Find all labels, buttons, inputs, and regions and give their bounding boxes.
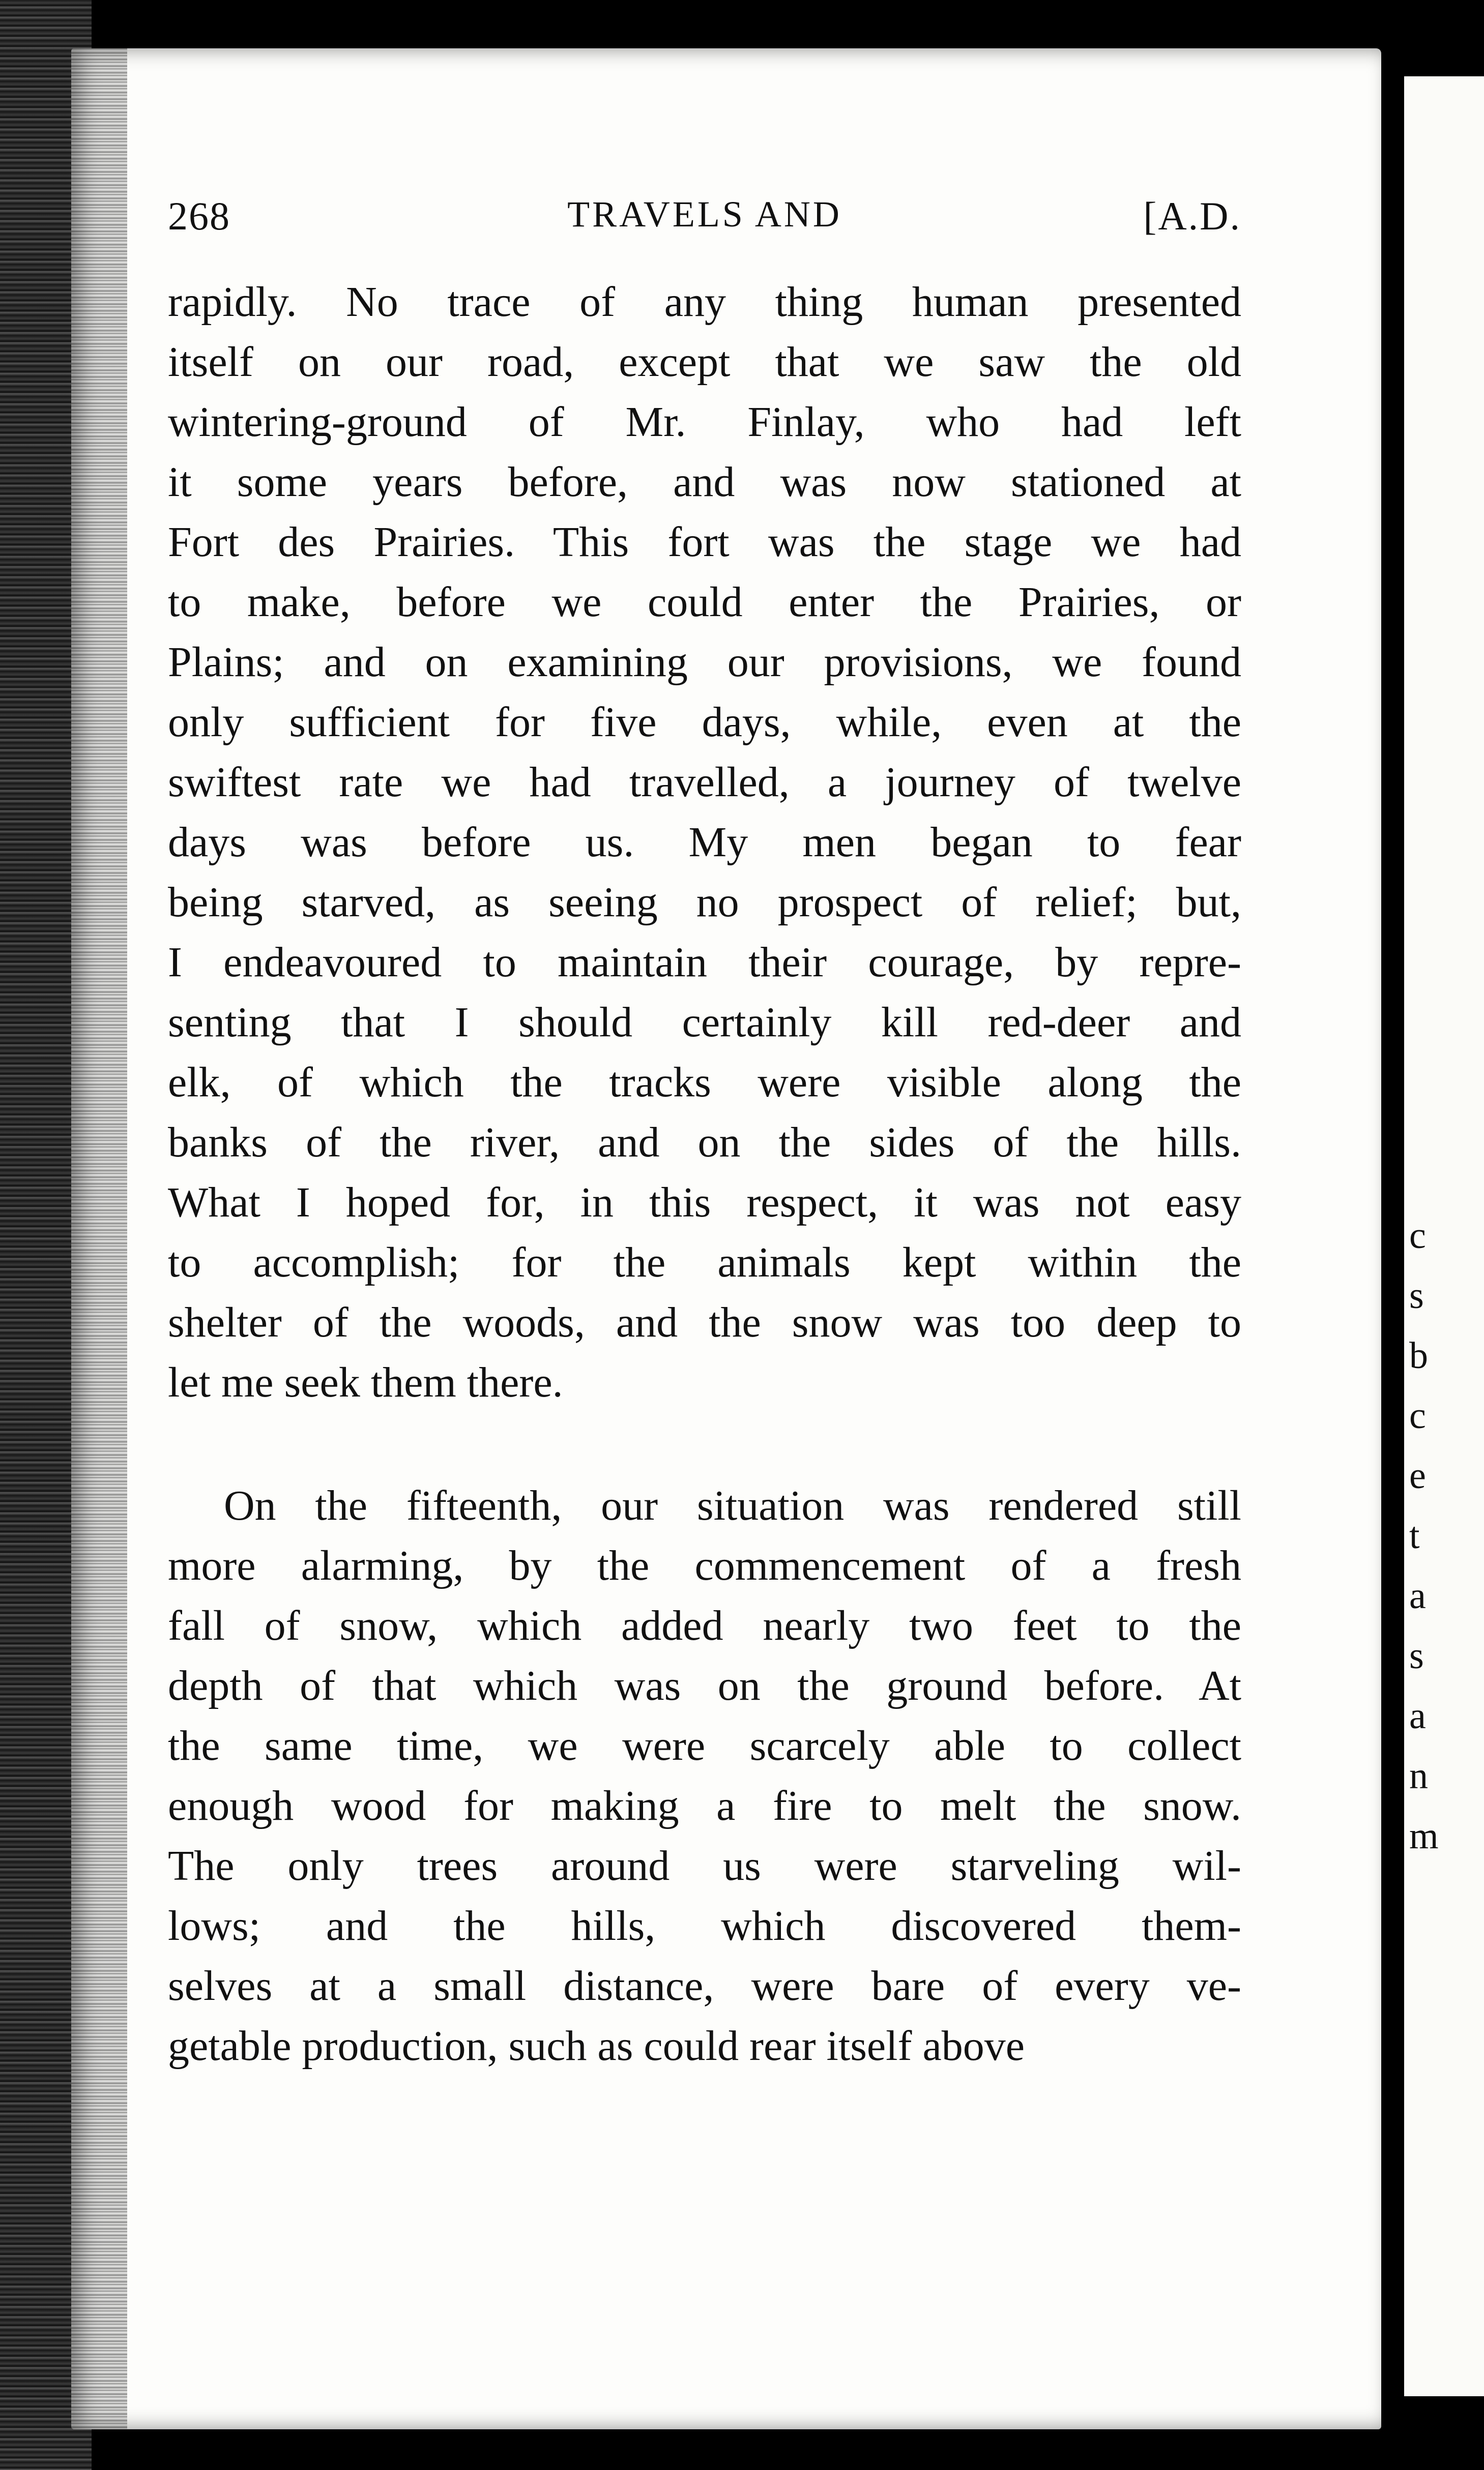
text-line: it some years before, and was now stationed at	[168, 458, 1241, 506]
text-line: banks of the river, and on the sides of the hills.	[168, 1119, 1241, 1166]
running-header	[168, 193, 1241, 254]
text-line: wintering-ground of Mr. Finlay, who had left	[168, 398, 1241, 446]
facing-page-letter: s	[1409, 1635, 1424, 1677]
facing-page-edge	[1404, 76, 1484, 2396]
facing-page-letter: b	[1409, 1335, 1428, 1377]
text-line: Plains; and on examining our provisions, we found	[168, 638, 1241, 686]
facing-page-letter: c	[1409, 1215, 1426, 1257]
text-line: I endeavoured to maintain their courage, by repre-	[168, 939, 1241, 986]
text-line: itself on our road, except that we saw the old	[168, 338, 1241, 386]
text-line: lows; and the hills, which discovered them-	[168, 1902, 1241, 1950]
text-line: enough wood for making a fire to melt the snow.	[168, 1782, 1241, 1829]
facing-page-letter: e	[1409, 1455, 1426, 1497]
running-date: [A.D.	[1143, 194, 1241, 238]
text-line: selves at a small distance, were bare of every ve-	[168, 1962, 1241, 2010]
text-line: fall of snow, which added nearly two feet to the	[168, 1602, 1241, 1649]
text-line: senting that I should certainly kill red-deer and	[168, 999, 1241, 1046]
facing-page-letter: a	[1409, 1575, 1426, 1617]
text-line: swiftest rate we had travelled, a journey of twelve	[168, 759, 1241, 806]
facing-page-letter-column	[1409, 1206, 1439, 1866]
text-line: rapidly. No trace of any thing human presented	[168, 278, 1241, 326]
paragraph	[168, 272, 1241, 1413]
text-line: days was before us. My men began to fear	[168, 819, 1241, 866]
text-line: On the fifteenth, our situation was rendered still	[224, 1482, 1241, 1529]
text-line: Fort des Prairies. This fort was the stage we had	[168, 518, 1241, 566]
text-line: What I hoped for, in this respect, it was not easy	[168, 1179, 1241, 1226]
text-line: more alarming, by the commencement of a fresh	[168, 1542, 1241, 1589]
paragraph	[168, 1476, 1241, 2076]
text-line: being starved, as seeing no prospect of relief; but,	[168, 879, 1241, 926]
facing-page-letter: s	[1409, 1275, 1424, 1317]
facing-page-letter: m	[1409, 1815, 1439, 1857]
facing-page-letter: n	[1409, 1755, 1428, 1797]
page-number: 268	[168, 194, 230, 238]
text-line: getable production, such as could rear itself above	[168, 2022, 1025, 2070]
body-text	[168, 272, 1241, 2076]
text-line: the same time, we were scarcely able to collect	[168, 1722, 1241, 1769]
page-gutter-shadow	[71, 48, 127, 2429]
text-line: depth of that which was on the ground before. At	[168, 1662, 1241, 1709]
running-title: TRAVELS AND	[567, 194, 842, 235]
facing-page-letter: c	[1409, 1395, 1426, 1437]
text-line: let me seek them there.	[168, 1359, 563, 1406]
text-line: only sufficient for five days, while, even at the	[168, 699, 1241, 746]
text-line: to make, before we could enter the Prairies, or	[168, 578, 1241, 626]
facing-page-letter: a	[1409, 1695, 1426, 1737]
paragraph-gap	[168, 1413, 1241, 1476]
text-line: shelter of the woods, and the snow was too deep to	[168, 1299, 1241, 1346]
text-line: to accomplish; for the animals kept within the	[168, 1239, 1241, 1286]
text-line: The only trees around us were starveling wil-	[168, 1842, 1241, 1890]
facing-page-letter: t	[1409, 1515, 1420, 1557]
text-line: elk, of which the tracks were visible along the	[168, 1059, 1241, 1106]
